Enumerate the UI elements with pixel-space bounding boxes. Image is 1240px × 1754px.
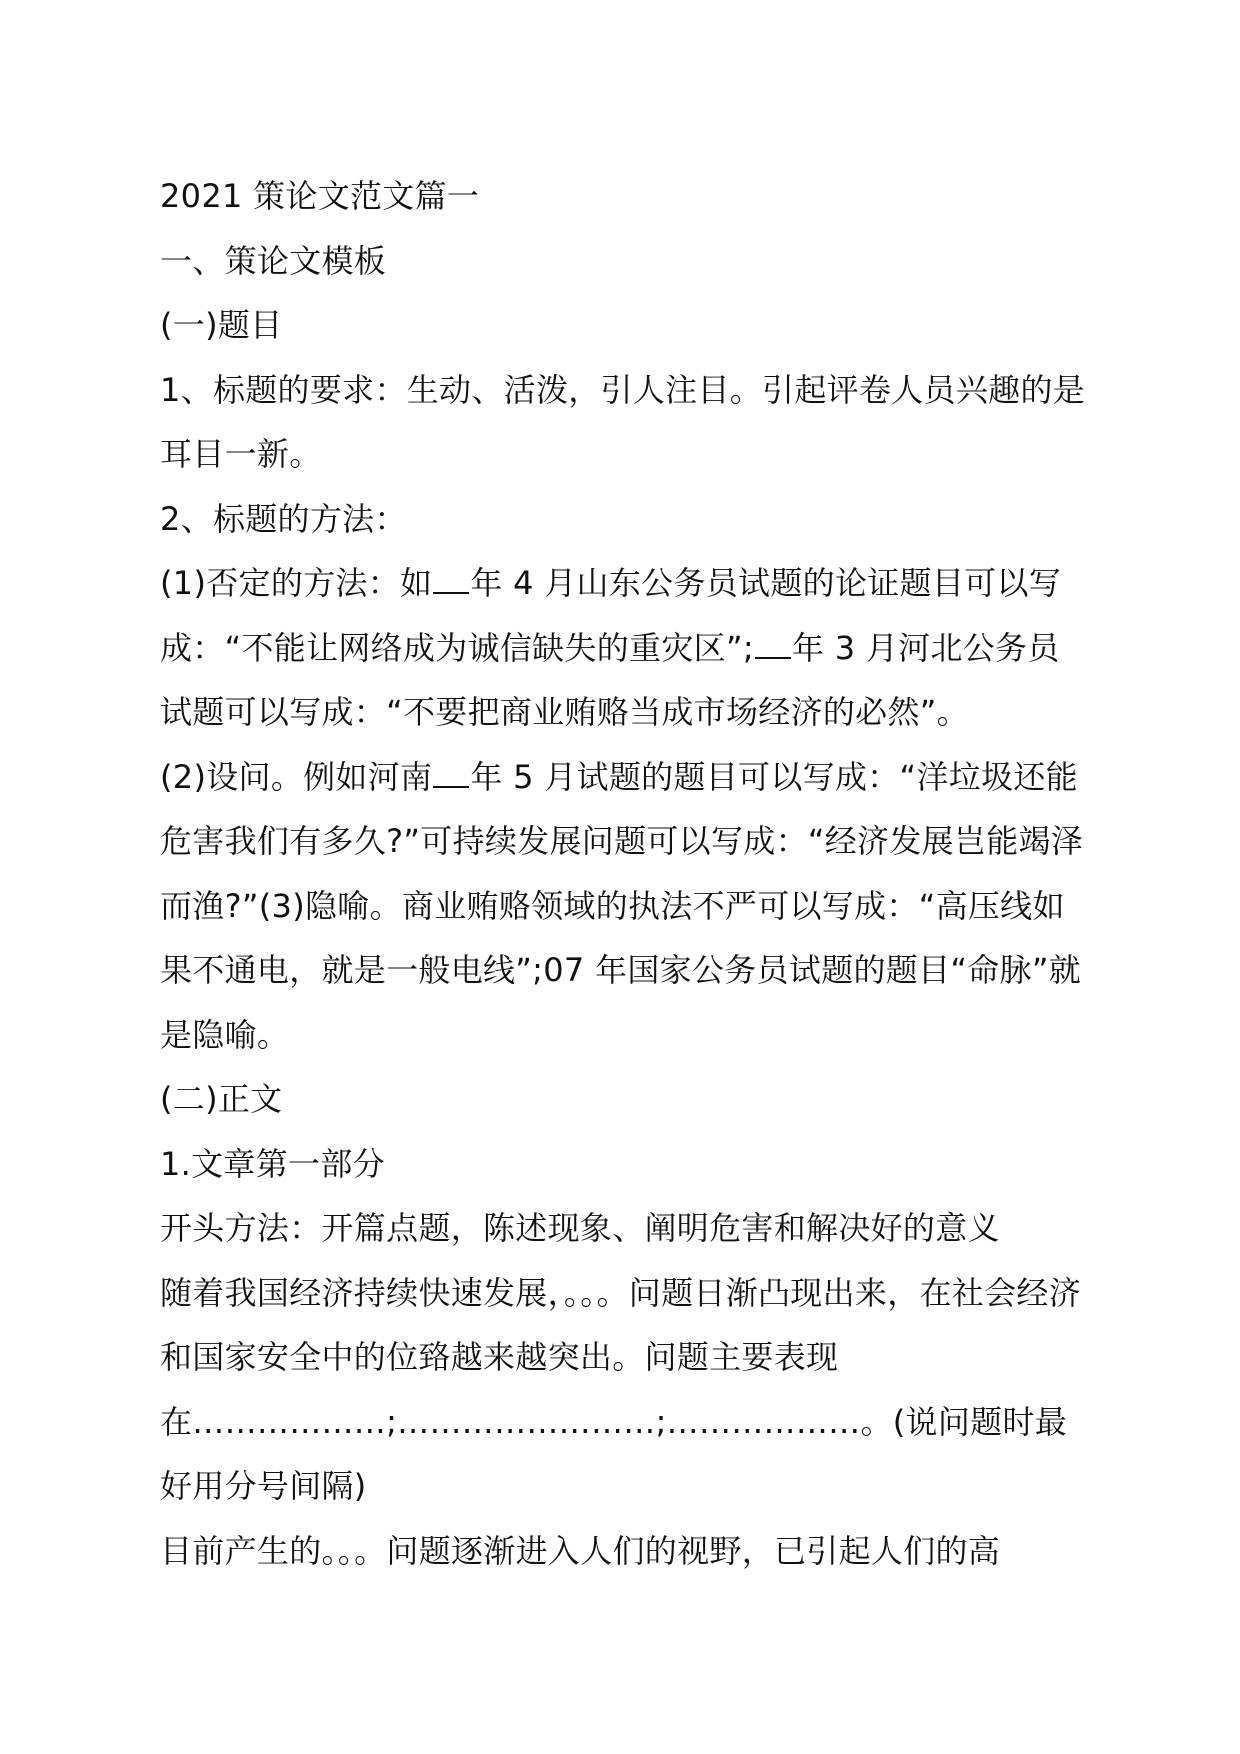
paragraph-text: (一)题目 bbox=[160, 306, 283, 344]
document-body bbox=[160, 164, 1090, 1583]
paragraph bbox=[160, 164, 1090, 229]
paragraph bbox=[160, 1132, 1090, 1197]
paragraph bbox=[160, 358, 1090, 487]
paragraph-text: 年 4 月山东公务员试题的论证题目可以写成：“不能让网络成为诚信缺失的重灾区”; bbox=[160, 564, 1062, 667]
paragraph-text: 年 5 月试题的题目可以写成：“洋垃圾还能危害我们有多久?”可持续发展问题可以写成：“经济发展岂能竭泽而渔?”(3)隐喻。商业贿赂领域的执法不严可以写成：“高压线如果不通电，就是一般电线”;07 年国家公务员试题的题目“命脉”就是隐喻。 bbox=[160, 757, 1084, 1054]
paragraph-text: 一、策论文模板 bbox=[160, 241, 387, 280]
paragraph-text: (2)设问。例如河南 bbox=[160, 757, 433, 796]
paragraph bbox=[160, 229, 1090, 294]
paragraph bbox=[160, 551, 1090, 745]
paragraph bbox=[160, 745, 1090, 1068]
paragraph-text: 1.文章第一部分 bbox=[160, 1144, 385, 1183]
paragraph-text: 2021 策论文范文篇一 bbox=[160, 177, 480, 215]
paragraph-text: 年 3 月河北公务员试题可以写成：“不要把商业贿赂当成市场经济的必然”。 bbox=[160, 628, 1060, 731]
blank-underline bbox=[433, 760, 469, 788]
paragraph-text: 开头方法：开篇点题，陈述现象、阐明危害和解决好的意义 bbox=[160, 1209, 1000, 1247]
paragraph-text: (1)否定的方法：如 bbox=[160, 564, 433, 602]
paragraph bbox=[160, 1067, 1090, 1132]
paragraph-text: (二)正文 bbox=[160, 1080, 283, 1118]
blank-underline bbox=[755, 631, 791, 659]
paragraph bbox=[160, 1519, 1090, 1584]
blank-underline bbox=[433, 566, 469, 594]
paragraph-text: 2、标题的方法： bbox=[160, 499, 407, 538]
paragraph-text: 随着我国经济持续快速发展，。。。问题日渐凸现出来，在社会经济和国家安全中的位臵越来越突出。问题主要表现在………………;……………………;………………。(说问题时最好用分号间隔) bbox=[160, 1273, 1082, 1505]
paragraph-text: 1、标题的要求：生动、活泼，引人注目。引起评卷人员兴趣的是耳目一新。 bbox=[160, 370, 1086, 473]
paragraph bbox=[160, 1261, 1090, 1519]
paragraph bbox=[160, 293, 1090, 358]
paragraph bbox=[160, 487, 1090, 552]
paragraph-text: 目前产生的。。。问题逐渐进入人们的视野，已引起人们的高 bbox=[160, 1531, 1001, 1570]
paragraph bbox=[160, 1196, 1090, 1261]
